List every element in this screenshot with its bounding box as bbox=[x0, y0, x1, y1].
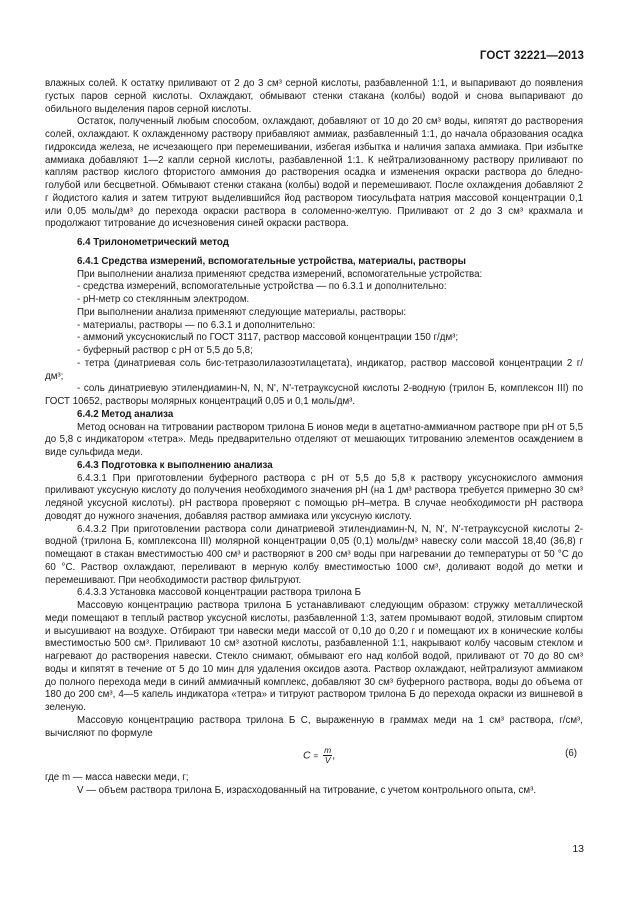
section-heading-6-4-2: 6.4.2 Метод анализа bbox=[77, 408, 174, 420]
paragraph: При выполнении анализа применяют средства измерений, вспомогательные устройства: bbox=[77, 268, 483, 280]
list-item: - буферный раствор с pH от 5,5 до 5,8; bbox=[77, 345, 253, 356]
paragraph: Массовую концентрацию раствора трилона Б С, выраженную в граммах меди на 1 см³ раствора, г/см³, вычисляют по формуле bbox=[45, 714, 583, 739]
paragraph: Метод основан на титровании раствором трилона Б ионов меди в ацетатно-аммиачном растворе при pH от 5,5 до 5,8 с индикатором «тетра». Медь предварительно отделяют от мешающих титрованию элементов осаждением в виде сульфида меди. bbox=[45, 421, 583, 458]
paragraph: Массовую концентрацию раствора трилона Б устанавливают следующим образом: стружку металлической меди помещают в теплый раствор уксусной кислоты, разбавленной 1:3, затем промывают водой, этиловым спиртом и высушивают на воздухе. Отбирают три навески меди массой от 0,10 до 0,20 г и помещают их в конические колбы вместимостью 500 см³. Приливают 10 см³ азотной кислоты, разбавленной 1:1, накрывают колбу часовым стеклом и нагревают до растворения навески. Стекло снимают, обмывают его над колбой водой, приливают от 70 до 80 см³ воды и кипятят в течение от 5 до 10 мин для удаления оксидов азота. Раствор охлаждают, нейтрализуют аммиаком до полного перехода меди в синий аммиачный комплекс, добавляют 30 см³ буферного раствора, воды до объема от 180 до 200 см³, 4—5 капель индикатора «тетра» и титруют раствором трилона Б до перехода окраски из вишневой в зеленую. bbox=[45, 600, 583, 713]
section-heading-6-4-3: 6.4.3 Подготовка к выполнению анализа bbox=[77, 459, 273, 471]
paragraph: 6.4.3.3 Установка массовой концентрации раствора трилона Б bbox=[77, 587, 362, 599]
paragraph: При выполнении анализа применяют следующие материалы, растворы: bbox=[77, 306, 407, 318]
paragraph: влажных солей. К остатку приливают от 2 до 3 см³ серной кислоты, разбавленной 1:1, и выпаривают до появления густых паров серной кислоты. Охлаждают, обмывают стенки стакана (колбы) водой и снова выпаривают до обильного выделения паров серной кислоты. bbox=[45, 78, 583, 115]
list-item: - средства измерений, вспомогательные устройства — по 6.3.1 и дополнительно: bbox=[77, 281, 447, 293]
paragraph: 6.4.3.1 При приготовлении буферного раствора с pH от 5,5 до 5,8 к раствору уксуснокислого аммония приливают уксусную кислоту до получения необходимого значения pH (на 1 дм³ раствора требуется примерно 30 см³ ледяной уксусной кислоты). pH раствора проверяют с помощью pH–метра. В случае необходимости pH раствора доводят до нужного значения, добавляя раствор аммиака или уксусную кислоту. bbox=[45, 472, 583, 522]
paragraph: 6.4.3.2 При приготовлении раствора соли динатриевой этилендиамин-N, N, N', N'-тетрауксусной кислоты 2-водной (трилона Б, комплексона III) молярной концентрации 0,05 (0,1) моль/дм³ навеску соли массой 18,40 (36,8) г помещают в стакан вместимостью 400 см³ и растворяют в 200 см³ воды при нагревании до температуры от 50 °С до 60 °С. Раствор охлаждают, переливают в мерную колбу вместимостью 1000 см³, доливают водой до метки и перемешивают. При необходимости раствор фильтруют. bbox=[45, 523, 583, 586]
formula-lhs: C bbox=[303, 749, 311, 762]
formula-expression bbox=[303, 746, 335, 765]
list-item: - pH-метр со стеклянным электродом. bbox=[77, 294, 250, 305]
formula-fraction bbox=[323, 746, 332, 765]
formula-comma: , bbox=[332, 749, 336, 762]
formula-numerator: m bbox=[324, 745, 332, 756]
list-item: - материалы, растворы — по 6.3.1 и дополнительно: bbox=[77, 319, 316, 331]
formula-equals: = bbox=[313, 751, 319, 761]
standard-header: ГОСТ 32221—2013 bbox=[479, 50, 584, 62]
formula-denominator: V bbox=[324, 755, 331, 766]
section-heading-6-4-1: 6.4.1 Средства измерений, вспомогательные устройства, материалы, растворы bbox=[77, 255, 466, 267]
page-number: 13 bbox=[572, 843, 584, 855]
list-item: - соль динатриевую этилендиамин-N, N, N', N'-тетрауксусной кислоты 2-водную (трилон Б, комплексон III) по ГОСТ 10652, растворы молярных концентраций 0,05 и 0,1 моль/дм³. bbox=[45, 383, 583, 407]
formula-6 bbox=[45, 744, 583, 770]
formula-where-1: где m — масса навески меди, г; bbox=[45, 772, 189, 784]
list-item: - аммоний уксуснокислый по ГОСТ 3117, раствор массовой концентрации 150 г/дм³; bbox=[77, 332, 459, 344]
formula-where-2: V — объем раствора трилона Б, израсходованный на титрование, с учетом контрольного опыта, см³. bbox=[77, 785, 537, 796]
document-body bbox=[45, 78, 583, 798]
formula-number: (6) bbox=[565, 748, 577, 760]
paragraph: Остаток, полученный любым способом, охлаждают, добавляют от 10 до 20 см³ воды, кипятят до растворения солей, охлаждают. К охлажденному раствору прибавляют аммиак, разбавленный 1:1, до начала образования осадка гидроксида железа, не исчезающего при перемешивании, избегая избытка и наличия запаха аммиака. При избытке аммиака добавляют 1—2 капли серной кислоты, разбавленной 1:1. К нейтрализованному раствору приливают по каплям раствор кислого фтористого аммония до растворения осадка и изменения окраски раствора до бледно-голубой или бесцветной. Обмывают стенки стакана (колбы) водой и перемешивают. После охлаждения добавляют 2 г йодистого калия и затем титруют выделившийся йод раствором тиосульфата натрия массовой концентрации 0,1 или 0,05 моль/дм³ до перехода окраски раствора в соломенно-желтую. Приливают от 2 до 3 см³ крахмала и продолжают титрование до исчезновения синей окраски раствора. bbox=[45, 116, 583, 230]
list-item: - тетра (динатриевая соль бис-тетразолилазоэтилацетата), индикатор, раствор массовой концентрации 2 г/дм³; bbox=[45, 357, 583, 382]
section-heading-6-4: 6.4 Трилонометрический метод bbox=[77, 237, 229, 248]
